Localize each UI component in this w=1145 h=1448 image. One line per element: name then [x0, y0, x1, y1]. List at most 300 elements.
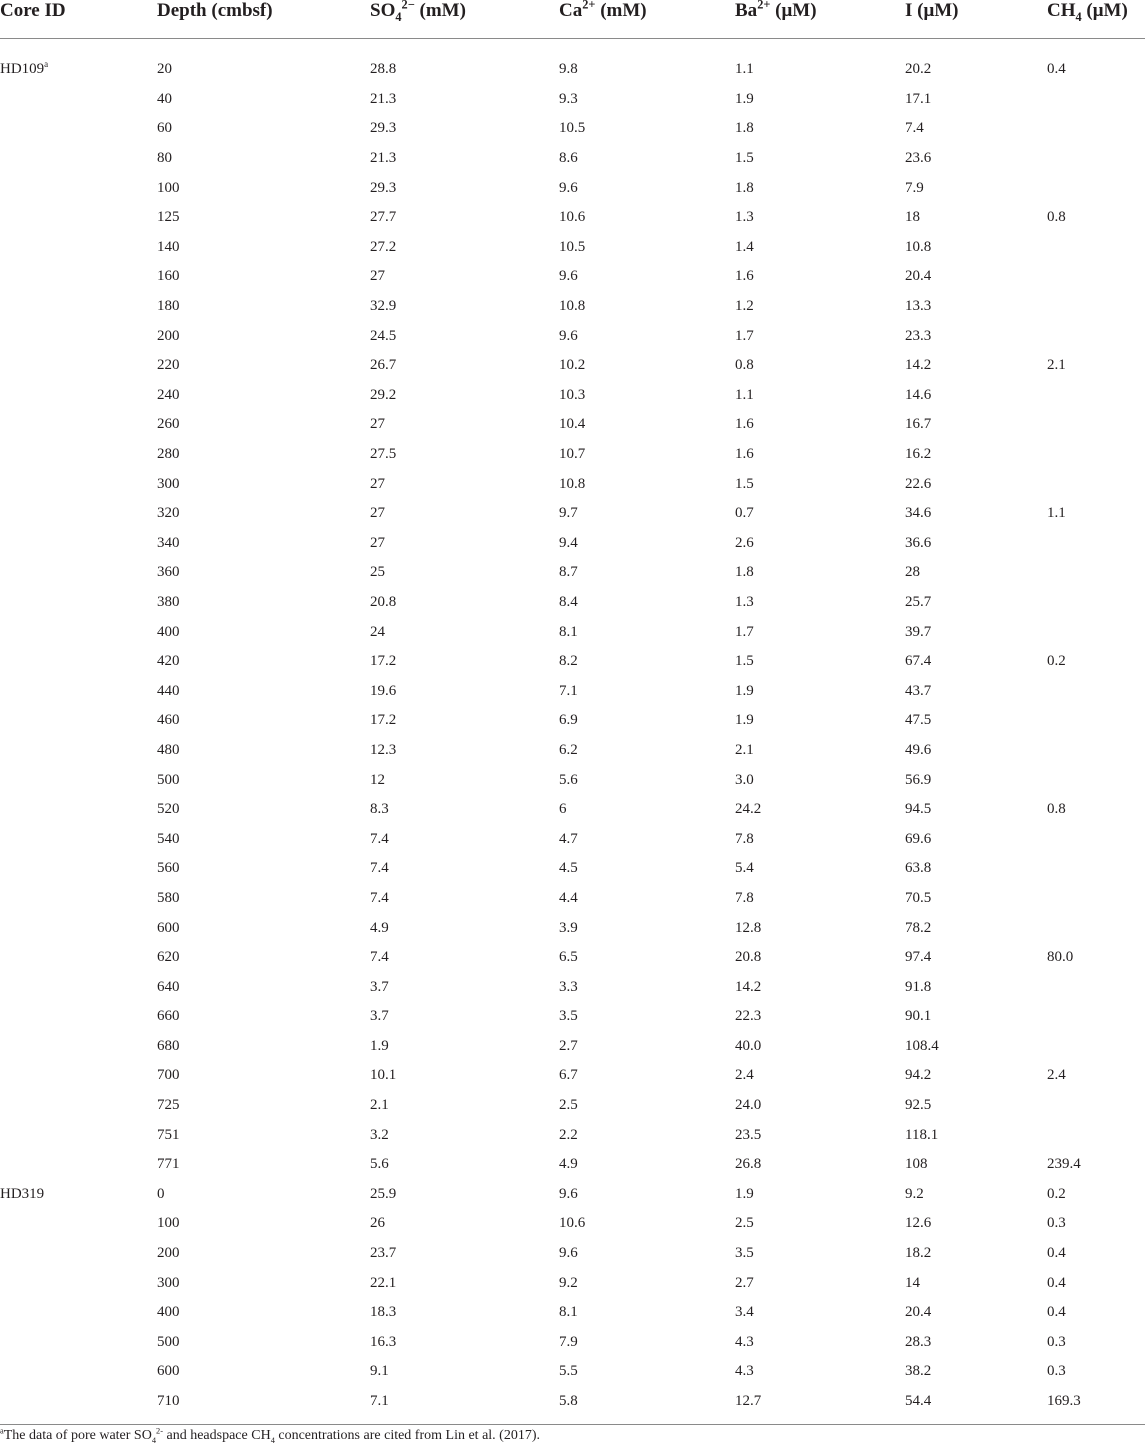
table-row	[0, 943, 1145, 973]
cell-depth: 400	[157, 1304, 180, 1321]
cell-ch4: 0.2	[1047, 1185, 1066, 1202]
cell-core-id	[0, 1357, 157, 1387]
cell-ca: 7.1	[559, 682, 578, 699]
cell-iodide: 56.9	[905, 771, 932, 788]
table-row	[0, 884, 1145, 914]
cell-depth: 260	[157, 416, 180, 433]
cell-depth: 480	[157, 741, 180, 758]
cell-ch4: 0.4	[1047, 1245, 1066, 1262]
cell-ba: 2.7	[735, 1274, 754, 1291]
cell-ch4	[1047, 824, 1145, 854]
cell-ch4	[1047, 736, 1145, 766]
table-row	[0, 736, 1145, 766]
cell-iodide: 108	[905, 1156, 928, 1173]
cell-ca: 10.6	[559, 209, 586, 226]
table-row	[0, 1298, 1145, 1328]
table-row	[0, 1120, 1145, 1150]
cell-core-id	[0, 114, 157, 144]
cell-ca: 9.4	[559, 534, 578, 551]
cell-so4: 23.7	[370, 1245, 397, 1262]
cell-ch4	[1047, 913, 1145, 943]
cell-ca: 10.6	[559, 1215, 586, 1232]
footnote-marker: a	[44, 59, 49, 70]
cell-core-id	[0, 440, 157, 470]
cell-ba: 22.3	[735, 1008, 762, 1025]
cell-so4: 7.4	[370, 889, 389, 906]
cell-ca: 2.5	[559, 1097, 578, 1114]
cell-so4: 27.2	[370, 238, 397, 255]
cell-iodide: 28	[905, 564, 920, 581]
table-row	[0, 321, 1145, 351]
cell-ch4	[1047, 617, 1145, 647]
cell-ch4	[1047, 676, 1145, 706]
cell-ca: 6.7	[559, 1067, 578, 1084]
cell-ch4: 0.8	[1047, 801, 1066, 818]
cell-ba: 1.5	[735, 475, 754, 492]
cell-iodide: 18	[905, 209, 920, 226]
cell-so4: 12	[370, 771, 385, 788]
cell-ca: 4.9	[559, 1156, 578, 1173]
cell-iodide: 39.7	[905, 623, 932, 640]
cell-depth: 771	[157, 1156, 180, 1173]
cell-ch4	[1047, 440, 1145, 470]
cell-depth: 460	[157, 712, 180, 729]
cell-depth: 140	[157, 238, 180, 255]
cell-so4: 21.3	[370, 90, 397, 107]
cell-depth: 40	[157, 90, 172, 107]
cell-ba: 20.8	[735, 949, 762, 966]
cell-ca: 5.5	[559, 1363, 578, 1380]
cell-ba: 4.3	[735, 1333, 754, 1350]
cell-iodide: 70.5	[905, 889, 932, 906]
cell-ch4: 0.3	[1047, 1363, 1066, 1380]
table-row	[0, 173, 1145, 203]
cell-ba: 1.3	[735, 209, 754, 226]
cell-ca: 4.4	[559, 889, 578, 906]
cell-depth: 520	[157, 801, 180, 818]
cell-ba: 12.7	[735, 1387, 905, 1425]
cell-depth: 320	[157, 505, 180, 522]
cell-iodide: 12.6	[905, 1215, 932, 1232]
table-row	[0, 1239, 1145, 1269]
cell-ch4: 0.4	[1047, 1304, 1066, 1321]
cell-iodide: 90.1	[905, 1008, 932, 1025]
cell-core-id	[0, 854, 157, 884]
cell-ba: 1.5	[735, 653, 754, 670]
cell-ch4	[1047, 292, 1145, 322]
table-row	[0, 114, 1145, 144]
cell-so4: 24.5	[370, 327, 397, 344]
cell-depth: 710	[157, 1387, 370, 1425]
cell-ch4: 1.1	[1047, 505, 1066, 522]
table-row	[0, 410, 1145, 440]
cell-core-id	[0, 499, 157, 529]
cell-core-id: HD109$^a$	[0, 59, 49, 78]
cell-depth: 360	[157, 564, 180, 581]
cell-ca: 8.4	[559, 593, 578, 610]
cell-so4: 5.6	[370, 1156, 389, 1173]
cell-core-id	[0, 647, 157, 677]
table-row	[0, 85, 1145, 115]
cell-ba: 0.7	[735, 505, 754, 522]
cell-ca: 10.5	[559, 120, 586, 137]
cell-depth: 500	[157, 771, 180, 788]
cell-depth: 60	[157, 120, 172, 137]
cell-core-id	[0, 469, 157, 499]
cell-depth: 80	[157, 150, 172, 167]
cell-so4: 7.4	[370, 830, 389, 847]
cell-ch4: 0.2	[1047, 653, 1066, 670]
cell-so4: 7.4	[370, 860, 389, 877]
header-core-id: Core ID	[0, 0, 157, 39]
cell-ch4: 80.0	[1047, 949, 1074, 966]
cell-ca: 8.1	[559, 623, 578, 640]
cell-ch4	[1047, 972, 1145, 1002]
cell-depth: 725	[157, 1097, 180, 1114]
cell-depth: 220	[157, 357, 180, 374]
cell-ca: 9.6	[559, 1245, 578, 1262]
cell-so4: 26	[370, 1215, 385, 1232]
cell-core-id	[0, 321, 157, 351]
cell-so4: 7.4	[370, 949, 389, 966]
cell-core-id	[0, 588, 157, 618]
cell-depth: 280	[157, 446, 180, 463]
cell-depth: 125	[157, 209, 180, 226]
cell-iodide: 7.4	[905, 120, 924, 137]
table-row	[0, 469, 1145, 499]
cell-depth: 0	[157, 1185, 165, 1202]
cell-ca: 6.9	[559, 712, 578, 729]
table-row	[0, 1002, 1145, 1032]
cell-core-id	[0, 972, 157, 1002]
cell-so4: 3.7	[370, 1008, 389, 1025]
cell-iodide: 25.7	[905, 593, 932, 610]
cell-core-id	[0, 203, 157, 233]
cell-core-id	[0, 1032, 157, 1062]
cell-ca: 4.5	[559, 860, 578, 877]
cell-ca: 5.8	[559, 1387, 735, 1425]
cell-ch4	[1047, 706, 1145, 736]
cell-iodide: 16.7	[905, 416, 932, 433]
table-row	[0, 588, 1145, 618]
cell-ch4	[1047, 1120, 1145, 1150]
cell-ch4	[1047, 1002, 1145, 1032]
cell-ch4: 169.3	[1047, 1387, 1145, 1425]
cell-ch4	[1047, 85, 1145, 115]
cell-depth: 100	[157, 1215, 180, 1232]
cell-ch4: 2.4	[1047, 1067, 1066, 1084]
cell-so4: 29.2	[370, 386, 397, 403]
cell-ba: 1.1	[735, 386, 754, 403]
cell-ch4: 0.8	[1047, 209, 1066, 226]
cell-core-id	[0, 1268, 157, 1298]
cell-so4: 32.9	[370, 298, 397, 315]
cell-so4: 27.5	[370, 446, 397, 463]
cell-ca: 8.2	[559, 653, 578, 670]
cell-iodide: 28.3	[905, 1333, 932, 1350]
cell-ca: 2.7	[559, 1037, 578, 1054]
cell-ch4	[1047, 854, 1145, 884]
table-row	[0, 381, 1145, 411]
cell-iodide: 7.9	[905, 179, 924, 196]
cell-core-id: HD319	[0, 1185, 45, 1202]
cell-core-id	[0, 1120, 157, 1150]
cell-ba: 1.3	[735, 593, 754, 610]
cell-depth: 751	[157, 1126, 180, 1143]
cell-so4: 17.2	[370, 712, 397, 729]
cell-ch4: 0.4	[1047, 1274, 1066, 1291]
cell-ch4: 0.3	[1047, 1333, 1066, 1350]
cell-ba: 24.2	[735, 801, 762, 818]
cell-ba: 5.4	[735, 860, 754, 877]
cell-ba: 1.9	[735, 90, 754, 107]
cell-depth: 240	[157, 386, 180, 403]
table-row	[0, 203, 1145, 233]
cell-so4: 27	[370, 505, 385, 522]
cell-iodide: 38.2	[905, 1363, 932, 1380]
cell-core-id	[0, 913, 157, 943]
cell-core-id	[0, 351, 157, 381]
cell-so4: 29.3	[370, 120, 397, 137]
cell-ca: 10.2	[559, 357, 586, 374]
header-depth: Depth (cmbsf)	[157, 0, 370, 39]
cell-ca: 8.1	[559, 1304, 578, 1321]
cell-depth: 440	[157, 682, 180, 699]
cell-ba: 3.0	[735, 771, 754, 788]
cell-ca: 8.6	[559, 150, 578, 167]
table-row	[0, 558, 1145, 588]
header-ch4: $CH_4$ (μM)	[1047, 0, 1145, 39]
header-row	[0, 0, 1145, 39]
table-row	[0, 440, 1145, 470]
cell-ca: 9.6	[559, 268, 578, 285]
cell-core-id	[0, 824, 157, 854]
cell-ch4	[1047, 529, 1145, 559]
cell-iodide: 17.1	[905, 90, 932, 107]
cell-ca: 10.8	[559, 475, 586, 492]
table-row	[0, 39, 1145, 85]
cell-ca: 9.6	[559, 179, 578, 196]
cell-core-id	[0, 617, 157, 647]
cell-ba: 7.8	[735, 889, 754, 906]
cell-depth: 100	[157, 179, 180, 196]
cell-ca: 10.5	[559, 238, 586, 255]
table-row	[0, 292, 1145, 322]
cell-ba: 7.8	[735, 830, 754, 847]
cell-depth: 580	[157, 889, 180, 906]
cell-iodide: 94.2	[905, 1067, 932, 1084]
cell-ca: 10.7	[559, 446, 586, 463]
cell-ch4	[1047, 262, 1145, 292]
cell-core-id	[0, 1002, 157, 1032]
cell-ba: 1.1	[735, 61, 754, 78]
cell-core-id	[0, 884, 157, 914]
cell-core-id	[0, 85, 157, 115]
cell-ba: 1.8	[735, 179, 754, 196]
cell-iodide: 67.4	[905, 653, 932, 670]
cell-ca: 2.2	[559, 1126, 578, 1143]
cell-so4: 29.3	[370, 179, 397, 196]
cell-ch4	[1047, 233, 1145, 263]
cell-core-id	[0, 262, 157, 292]
cell-core-id	[0, 173, 157, 203]
table-row	[0, 1387, 1145, 1425]
cell-ba: 0.8	[735, 357, 754, 374]
cell-ca: 6.5	[559, 949, 578, 966]
cell-iodide: 36.6	[905, 534, 932, 551]
cell-core-id	[0, 1150, 157, 1180]
cell-depth: 180	[157, 298, 180, 315]
cell-ch4	[1047, 114, 1145, 144]
table-row	[0, 647, 1145, 677]
cell-ba: 1.8	[735, 564, 754, 581]
cell-ba: 1.9	[735, 682, 754, 699]
cell-iodide: 63.8	[905, 860, 932, 877]
cell-so4: 27	[370, 475, 385, 492]
cell-so4: 12.3	[370, 741, 397, 758]
cell-iodide: 22.6	[905, 475, 932, 492]
cell-ca: 3.5	[559, 1008, 578, 1025]
cell-ch4	[1047, 469, 1145, 499]
cell-ch4: 0.3	[1047, 1215, 1066, 1232]
table-row	[0, 617, 1145, 647]
cell-iodide: 23.3	[905, 327, 932, 344]
cell-core-id	[0, 410, 157, 440]
cell-ba: 2.5	[735, 1215, 754, 1232]
cell-so4: 4.9	[370, 919, 389, 936]
cell-iodide: 97.4	[905, 949, 932, 966]
cell-iodide: 108.4	[905, 1037, 939, 1054]
cell-ba: 1.8	[735, 120, 754, 137]
cell-ch4	[1047, 1091, 1145, 1121]
cell-iodide: 23.6	[905, 150, 932, 167]
cell-depth: 540	[157, 830, 180, 847]
cell-ch4	[1047, 173, 1145, 203]
cell-depth: 200	[157, 1245, 180, 1262]
header-iodide: I (μM)	[905, 0, 1047, 39]
cell-iodide: 16.2	[905, 446, 932, 463]
cell-ca: 9.2	[559, 1274, 578, 1291]
cell-depth: 300	[157, 475, 180, 492]
table-row	[0, 1091, 1145, 1121]
cell-ca: 5.6	[559, 771, 578, 788]
cell-so4: 3.2	[370, 1126, 389, 1143]
cell-so4: 21.3	[370, 150, 397, 167]
table-row	[0, 795, 1145, 825]
cell-ch4	[1047, 321, 1145, 351]
cell-ca: 3.3	[559, 978, 578, 995]
cell-depth: 500	[157, 1333, 180, 1350]
cell-ca: 10.8	[559, 298, 586, 315]
cell-core-id	[0, 558, 157, 588]
cell-ba: 1.7	[735, 327, 754, 344]
cell-ch4: 239.4	[1047, 1156, 1081, 1173]
cell-ca: 9.6	[559, 1185, 578, 1202]
cell-core-id	[0, 736, 157, 766]
cell-ca: 6.2	[559, 741, 578, 758]
cell-iodide: 20.4	[905, 268, 932, 285]
cell-ca: 7.9	[559, 1333, 578, 1350]
table-row	[0, 706, 1145, 736]
cell-core-id	[0, 943, 157, 973]
cell-iodide: 14	[905, 1274, 920, 1291]
cell-ch4	[1047, 884, 1145, 914]
cell-iodide: 20.2	[905, 61, 932, 78]
cell-ba: 2.1	[735, 741, 754, 758]
table-row	[0, 1268, 1145, 1298]
cell-ba: 40.0	[735, 1037, 762, 1054]
cell-iodide: 118.1	[905, 1126, 939, 1143]
cell-core-id	[0, 1091, 157, 1121]
cell-core-id	[0, 1061, 157, 1091]
cell-ca: 8.7	[559, 564, 578, 581]
cell-iodide: 94.5	[905, 801, 932, 818]
cell-core-id	[0, 1209, 157, 1239]
cell-core-id	[0, 1298, 157, 1328]
cell-iodide: 20.4	[905, 1304, 932, 1321]
cell-ba: 14.2	[735, 978, 762, 995]
table-row	[0, 262, 1145, 292]
table-body	[0, 39, 1145, 1425]
table-row	[0, 529, 1145, 559]
cell-ch4	[1047, 1032, 1145, 1062]
cell-core-id	[0, 292, 157, 322]
table-row	[0, 1032, 1145, 1062]
cell-ba: 2.6	[735, 534, 754, 551]
cell-depth: 20	[157, 61, 172, 78]
cell-ba: 1.7	[735, 623, 754, 640]
cell-ca: 10.4	[559, 416, 586, 433]
cell-iodide: 78.2	[905, 919, 932, 936]
cell-so4: 27	[370, 534, 385, 551]
cell-ca: 9.7	[559, 505, 578, 522]
cell-iodide: 49.6	[905, 741, 932, 758]
cell-depth: 420	[157, 653, 180, 670]
table-row	[0, 1357, 1145, 1387]
table-row	[0, 913, 1145, 943]
cell-so4: 3.7	[370, 978, 389, 995]
cell-ba: 26.8	[735, 1156, 762, 1173]
cell-ch4	[1047, 558, 1145, 588]
cell-ca: 9.3	[559, 90, 578, 107]
cell-iodide: 43.7	[905, 682, 932, 699]
cell-ch4: 2.1	[1047, 357, 1066, 374]
cell-depth: 680	[157, 1037, 180, 1054]
cell-core-id	[0, 765, 157, 795]
cell-ca: 3.9	[559, 919, 578, 936]
cell-iodide: 54.4	[905, 1387, 1047, 1425]
cell-core-id	[0, 144, 157, 174]
table-row	[0, 144, 1145, 174]
cell-iodide: 18.2	[905, 1245, 932, 1262]
cell-core-id	[0, 233, 157, 263]
cell-iodide: 92.5	[905, 1097, 932, 1114]
table-row	[0, 351, 1145, 381]
cell-so4: 25.9	[370, 1185, 397, 1202]
cell-iodide: 91.8	[905, 978, 932, 995]
cell-ca: 4.7	[559, 830, 578, 847]
cell-depth: 660	[157, 1008, 180, 1025]
table-row	[0, 233, 1145, 263]
cell-iodide: 69.6	[905, 830, 932, 847]
table-row	[0, 1328, 1145, 1358]
cell-depth: 300	[157, 1274, 180, 1291]
cell-ch4	[1047, 410, 1145, 440]
cell-iodide: 14.2	[905, 357, 932, 374]
cell-depth: 340	[157, 534, 180, 551]
cell-core-id	[0, 795, 157, 825]
cell-ch4	[1047, 144, 1145, 174]
